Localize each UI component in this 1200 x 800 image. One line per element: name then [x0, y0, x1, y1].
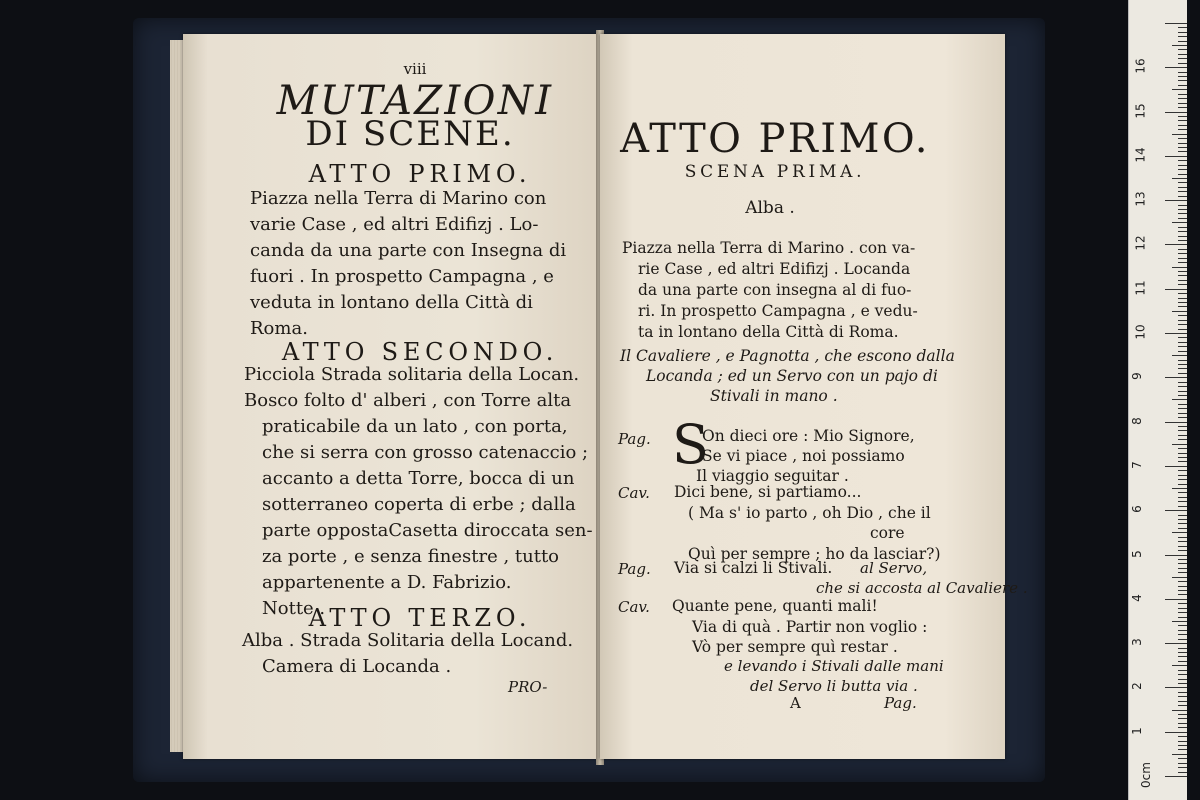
ruler-tick [1178, 120, 1187, 121]
drop-cap: S [672, 413, 709, 476]
ruler-label: 2 [1129, 682, 1144, 691]
ruler-tick [1178, 58, 1187, 59]
ruler-tick [1178, 391, 1187, 392]
text-line: Via di quà . Partir non voglio : [692, 617, 928, 636]
text-line: Se vi piace , noi possiamo [702, 447, 905, 465]
ruler-tick [1178, 475, 1187, 476]
ruler-tick [1178, 196, 1187, 197]
text-line: Quì per sempre ; ho da lasciar?) [688, 544, 941, 563]
ruler-tick [1178, 80, 1187, 81]
ruler-tick [1178, 586, 1187, 587]
ruler-tick [1178, 559, 1187, 560]
ruler-tick [1178, 758, 1187, 759]
ruler-tick [1172, 222, 1187, 223]
ruler-tick [1178, 404, 1187, 405]
text-line: del Servo li butta via . [750, 677, 918, 695]
ruler-tick [1178, 147, 1187, 148]
ruler-tick [1178, 85, 1187, 86]
text-line: Alba . Strada Solitaria della Locand. [242, 630, 574, 651]
ruler-tick [1178, 36, 1187, 37]
ruler-tick [1178, 439, 1187, 440]
ruler-tick [1178, 165, 1187, 166]
text-line: Piazza nella Terra di Marino con [250, 188, 547, 209]
ruler-tick [1178, 470, 1187, 471]
ruler-label: 16 [1133, 58, 1148, 74]
ruler-tick [1178, 373, 1187, 374]
text-line: e levando i Stivali dalle mani [724, 657, 944, 675]
text-line: praticabile da un lato , con porta, [262, 416, 568, 437]
ruler-tick [1178, 125, 1187, 126]
ruler-label: 7 [1129, 461, 1144, 469]
ruler-tick [1178, 506, 1187, 507]
ruler-tick [1172, 178, 1187, 179]
ruler-tick [1178, 701, 1187, 702]
text-line: Picciola Strada solitaria della Locan. [244, 364, 580, 385]
left-title-line1: MUTAZIONI [276, 78, 554, 124]
ruler-tick [1178, 679, 1187, 680]
speaker-label: Pag. [618, 430, 651, 448]
ruler-tick [1178, 258, 1187, 259]
ruler-tick [1178, 302, 1187, 303]
ruler-tick [1178, 360, 1187, 361]
ruler-tick [1178, 298, 1187, 299]
text-line: Piazza nella Terra di Marino . con va- [622, 239, 916, 257]
ruler-tick [1178, 714, 1187, 715]
ruler-tick [1178, 457, 1187, 458]
ruler-tick [1178, 674, 1187, 675]
ruler-tick [1178, 320, 1187, 321]
ruler-tick [1178, 581, 1187, 582]
dialogue-block [674, 482, 941, 564]
ruler-tick [1178, 652, 1187, 653]
ruler-tick [1165, 510, 1187, 511]
ruler-tick [1172, 311, 1187, 312]
ruler-tick [1178, 625, 1187, 626]
ruler-tick [1178, 661, 1187, 662]
ruler-tick [1178, 417, 1187, 418]
ruler-tick [1178, 231, 1187, 232]
ruler-tick [1165, 555, 1187, 556]
ruler-tick [1178, 528, 1187, 529]
text-line: Roma. [250, 318, 308, 339]
ruler-label: 12 [1133, 235, 1148, 252]
ruler-tick [1178, 763, 1187, 764]
ruler-tick [1178, 27, 1187, 28]
ruler-tick [1178, 515, 1187, 516]
ruler-tick [1178, 41, 1187, 42]
ruler-tick [1172, 355, 1187, 356]
ruler-tick [1165, 599, 1187, 600]
ruler-tick [1172, 665, 1187, 666]
ruler-tick [1178, 72, 1187, 73]
ruler-tick [1165, 732, 1187, 733]
text-line: Dici bene, si partiamo... [674, 483, 862, 501]
ruler-tick [1165, 289, 1187, 290]
ruler-tick [1178, 723, 1187, 724]
speaker-label: Pag. [618, 560, 651, 578]
ruler-tick [1178, 116, 1187, 117]
ruler-tick [1178, 395, 1187, 396]
stage-direction [620, 346, 955, 406]
ruler-tick [1178, 718, 1187, 719]
text-line: Il viaggio seguitar . [696, 467, 849, 485]
text-line: Notte . [262, 598, 326, 619]
ruler-tick [1172, 45, 1187, 46]
ruler-tick [1165, 333, 1187, 334]
ruler-tick [1178, 364, 1187, 365]
ruler-tick [1178, 656, 1187, 657]
ruler-tick [1165, 377, 1187, 378]
stage-aside [816, 558, 1028, 598]
right-catchword: Pag. [884, 694, 917, 712]
ruler-tick [1178, 523, 1187, 524]
ruler-tick [1178, 683, 1187, 684]
ruler-tick [1178, 143, 1187, 144]
left-catchword: PRO- [508, 678, 548, 696]
ruler-tick [1178, 253, 1187, 254]
ruler-tick [1178, 461, 1187, 462]
ruler-tick [1178, 696, 1187, 697]
text-line: Stivali in mano . [710, 387, 838, 405]
ruler-tick [1165, 643, 1187, 644]
ruler-tick [1178, 324, 1187, 325]
ruler-label: 9 [1129, 372, 1144, 381]
right-title: ATTO PRIMO. [620, 116, 930, 162]
ruler-tick [1178, 705, 1187, 706]
ruler-tick [1165, 200, 1187, 201]
ruler-tick [1178, 103, 1187, 104]
text-line: che si serra con grosso catenaccio ; [262, 442, 589, 463]
ruler-tick [1172, 134, 1187, 135]
ruler-tick [1178, 497, 1187, 498]
ruler-tick [1178, 413, 1187, 414]
ruler-tick [1178, 329, 1187, 330]
ruler-tick [1165, 112, 1187, 113]
ruler-label: 1 [1129, 726, 1144, 735]
act1-heading: ATTO PRIMO. [308, 160, 532, 188]
ruler-tick [1178, 236, 1187, 237]
ruler-tick [1178, 306, 1187, 307]
ruler-tick [1178, 745, 1187, 746]
ruler-tick [1178, 448, 1187, 449]
text-line: ta in lontano della Città di Roma. [638, 323, 899, 341]
ruler-tick [1178, 342, 1187, 343]
ruler-tick [1178, 182, 1187, 183]
ruler-tick [1178, 590, 1187, 591]
ruler-tick [1172, 754, 1187, 755]
text-line: Quante pene, quanti mali! [672, 597, 878, 615]
ruler-tick [1178, 603, 1187, 604]
text-line: fuori . In prospetto Campagna , e [250, 266, 554, 287]
ruler-tick [1172, 399, 1187, 400]
ruler-tick [1172, 89, 1187, 90]
ruler-tick [1165, 23, 1187, 24]
page-edges [170, 40, 184, 752]
act2-text [244, 362, 593, 622]
scene-time: Alba . [745, 198, 795, 218]
ruler-label: 8 [1129, 416, 1144, 425]
text-line: za porte , e senza finestre , tutto [262, 546, 560, 567]
text-line: core [870, 524, 905, 542]
text-line: Vò per sempre quì restar . [692, 638, 898, 656]
ruler-tick [1178, 94, 1187, 95]
ruler-tick [1178, 639, 1187, 640]
text-line: rie Case , ed altri Edifizj . Locanda [638, 260, 911, 278]
ruler-tick [1178, 129, 1187, 130]
ruler-tick [1178, 484, 1187, 485]
ruler-tick [1172, 488, 1187, 489]
text-line: Bosco folto d' alberi , con Torre alta [244, 390, 572, 411]
ruler-tick [1178, 772, 1187, 773]
ruler-tick [1178, 351, 1187, 352]
text-line: sotterraneo coperta di erbe ; dalla [262, 494, 576, 515]
ruler-tick [1178, 32, 1187, 33]
ruler-tick [1178, 249, 1187, 250]
text-line: che si accosta al Cavaliere . [816, 579, 1028, 597]
ruler-tick [1178, 262, 1187, 263]
stage-aside [724, 656, 944, 696]
ruler-tick [1172, 710, 1187, 711]
ruler-tick [1178, 741, 1187, 742]
ruler-tick [1178, 608, 1187, 609]
text-line: al Servo, [860, 559, 928, 577]
ruler-tick [1178, 98, 1187, 99]
ruler-label: 10 [1133, 324, 1148, 340]
scene-heading: SCENA PRIMA. [684, 162, 866, 182]
act1-text [250, 186, 566, 342]
ruler-tick [1178, 382, 1187, 383]
ruler-label: 11 [1133, 280, 1148, 296]
ruler-label: 15 [1133, 102, 1148, 119]
ruler-tick [1178, 107, 1187, 108]
ruler-label: 0cm [1138, 762, 1153, 788]
ruler-tick [1178, 537, 1187, 538]
page-number: viii [403, 60, 427, 78]
ruler-tick [1178, 492, 1187, 493]
ruler-tick [1178, 612, 1187, 613]
act3-heading: ATTO TERZO. [308, 604, 532, 632]
ruler-tick [1178, 386, 1187, 387]
ruler-tick [1178, 275, 1187, 276]
text-line: canda da una parte con Insegna di [250, 240, 567, 261]
ruler-tick [1165, 156, 1187, 157]
ruler-tick [1178, 572, 1187, 573]
text-line: appartenente a D. Fabrizio. [262, 572, 512, 593]
ruler-tick [1178, 692, 1187, 693]
speaker-label: Cav. [618, 598, 650, 616]
ruler-label: 14 [1133, 147, 1148, 163]
ruler-tick [1178, 138, 1187, 139]
ruler-tick [1178, 240, 1187, 241]
ruler-tick [1178, 453, 1187, 454]
ruler-tick [1178, 271, 1187, 272]
ruler-label: 6 [1129, 505, 1144, 514]
ruler-tick [1178, 280, 1187, 281]
ruler-tick [1178, 594, 1187, 595]
text-line: Locanda ; ed un Servo con un pajo di [646, 367, 938, 385]
ruler-tick [1178, 227, 1187, 228]
dialogue-block [672, 596, 927, 658]
text-line: Camera di Locanda . [262, 656, 452, 677]
ruler-label: 4 [1129, 593, 1144, 602]
ruler-tick [1178, 187, 1187, 188]
act2-heading: ATTO SECONDO. [281, 338, 559, 366]
ruler-tick [1178, 368, 1187, 369]
ruler-label: 3 [1129, 638, 1144, 646]
ruler-tick [1178, 63, 1187, 64]
ruler-tick [1178, 541, 1187, 542]
ruler-tick [1178, 435, 1187, 436]
ruler-tick [1165, 244, 1187, 245]
ruler-tick [1178, 408, 1187, 409]
ruler-label: 13 [1133, 191, 1148, 207]
ruler-tick [1178, 169, 1187, 170]
ruler-tick [1178, 501, 1187, 502]
ruler-tick [1178, 648, 1187, 649]
ruler-tick [1178, 315, 1187, 316]
ruler-tick [1178, 550, 1187, 551]
ruler-tick [1165, 466, 1187, 467]
ruler-tick [1165, 687, 1187, 688]
speaker-label: Cav. [618, 484, 650, 502]
ruler-tick [1178, 293, 1187, 294]
ruler-tick [1178, 563, 1187, 564]
ruler-tick [1178, 191, 1187, 192]
ruler-tick [1178, 430, 1187, 431]
ruler-tick [1178, 76, 1187, 77]
ruler-tick [1178, 568, 1187, 569]
ruler-tick [1178, 205, 1187, 206]
ruler-tick [1178, 546, 1187, 547]
ruler-tick [1178, 767, 1187, 768]
ruler-label: 5 [1129, 549, 1144, 558]
ruler-tick [1178, 54, 1187, 55]
ruler-tick [1178, 218, 1187, 219]
text-line: varie Case , ed altri Edifizj . Lo- [250, 214, 539, 235]
ruler-tick [1178, 479, 1187, 480]
ruler-tick [1178, 337, 1187, 338]
signature-mark: A [790, 694, 801, 712]
ruler-tick [1178, 346, 1187, 347]
ruler-tick [1178, 213, 1187, 214]
dialogue-block [696, 426, 915, 486]
ruler-tick [1178, 727, 1187, 728]
ruler-tick [1178, 617, 1187, 618]
measurement-ruler [1128, 0, 1187, 800]
ruler-tick [1178, 151, 1187, 152]
text-line: accanto a detta Torre, bocca di un [262, 468, 575, 489]
ruler-tick [1178, 174, 1187, 175]
text-line: ri. In prospetto Campagna , e vedu- [638, 302, 918, 320]
ruler-tick [1172, 444, 1187, 445]
ruler-tick [1178, 519, 1187, 520]
ruler-tick [1178, 634, 1187, 635]
text-line: veduta in lontano della Città di [250, 292, 533, 313]
text-line: Il Cavaliere , e Pagnotta , che escono dalla [620, 347, 955, 365]
ruler-tick [1172, 621, 1187, 622]
ruler-tick [1178, 736, 1187, 737]
ruler-tick [1178, 749, 1187, 750]
ruler-tick [1172, 532, 1187, 533]
ruler-tick [1178, 630, 1187, 631]
ruler-tick [1165, 422, 1187, 423]
ruler-tick [1172, 577, 1187, 578]
ruler-tick [1178, 209, 1187, 210]
ruler-tick [1178, 670, 1187, 671]
ruler-tick [1165, 67, 1187, 68]
left-title-line2: DI SCENE. [305, 114, 515, 154]
text-line: ( Ma s' io parto , oh Dio , che il [688, 503, 931, 522]
text-line: da una parte con insegna al di fuo- [638, 281, 912, 299]
ruler-tick [1172, 267, 1187, 268]
act3-text [242, 628, 573, 680]
text-line: On dieci ore : Mio Signore, [702, 427, 915, 445]
ruler-tick [1165, 776, 1187, 777]
ruler-tick [1178, 49, 1187, 50]
ruler-tick [1178, 284, 1187, 285]
ruler-tick [1178, 426, 1187, 427]
setting-text [622, 238, 918, 343]
text-line: parte oppostaCasetta diroccata sen- [262, 520, 593, 541]
dialogue-line: Via si calzi li Stivali. [674, 559, 833, 577]
ruler-tick [1178, 160, 1187, 161]
